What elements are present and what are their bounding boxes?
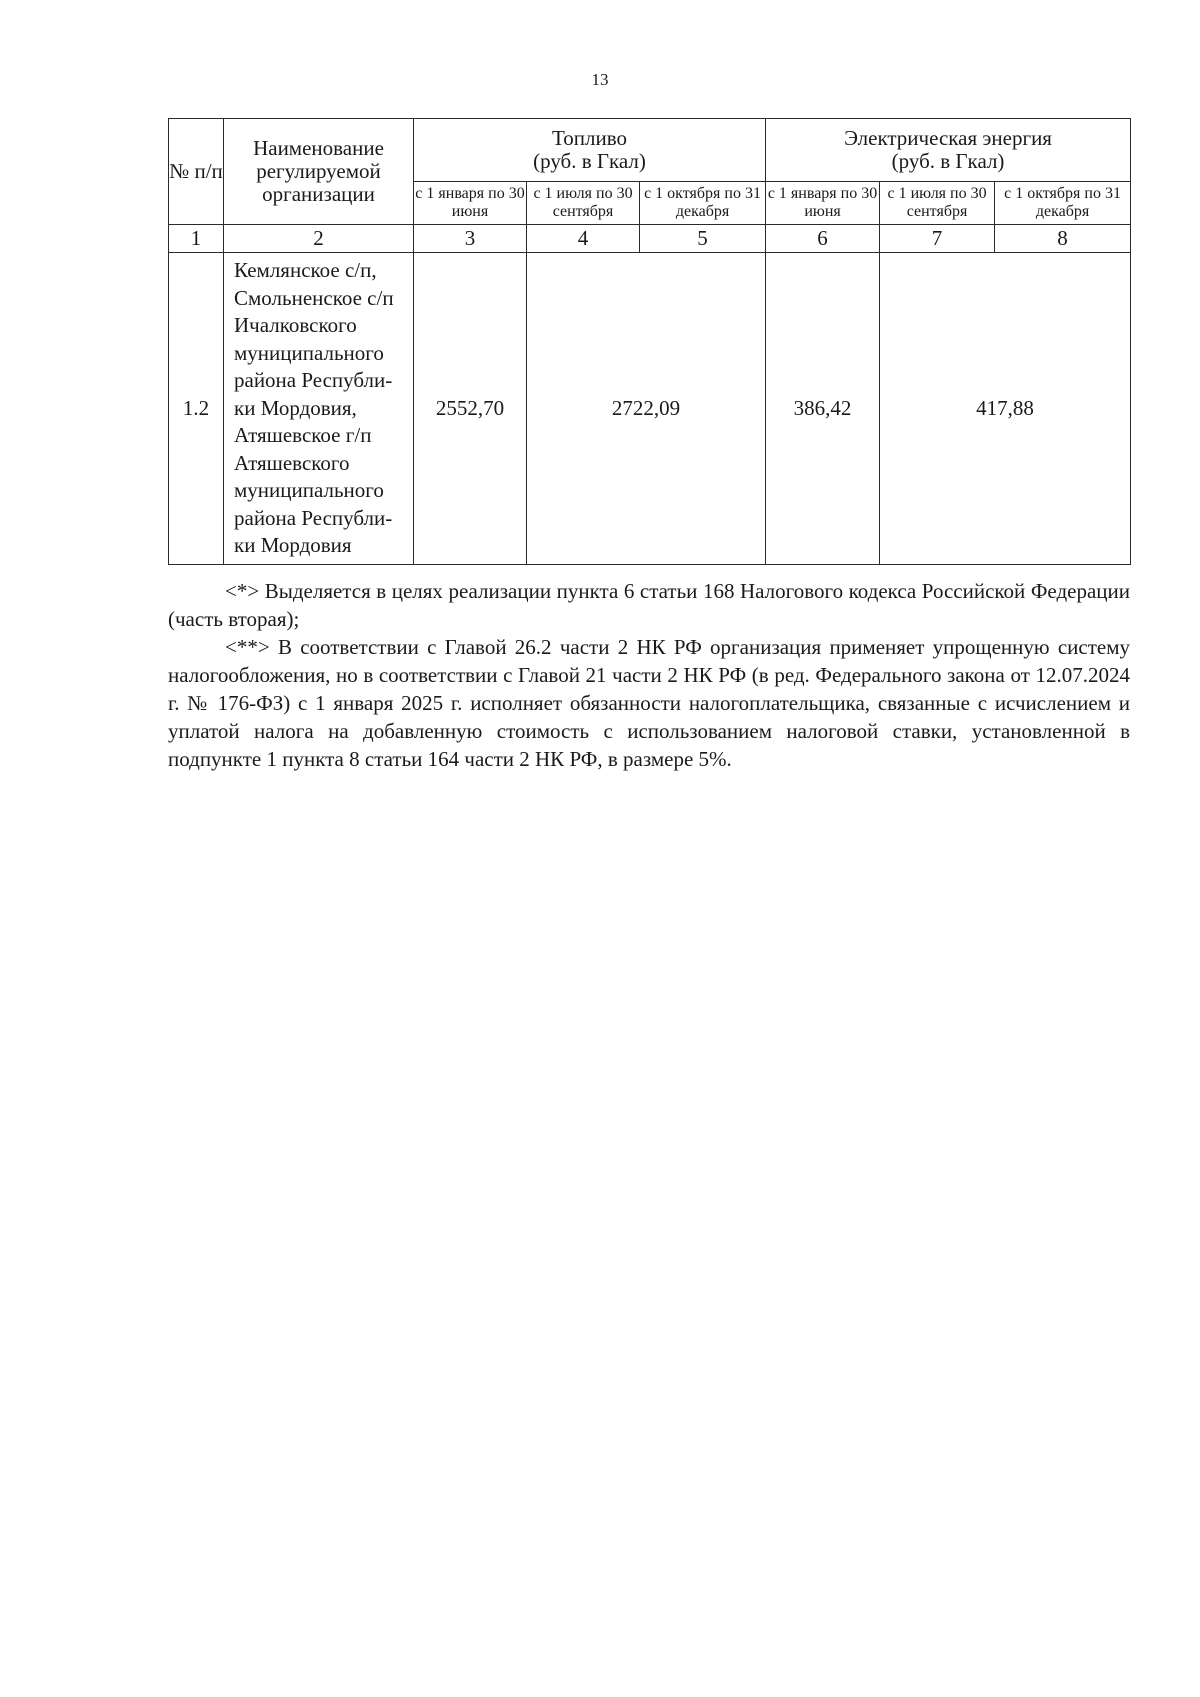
organization-name bbox=[224, 253, 414, 565]
column-number: 8 bbox=[995, 225, 1131, 253]
header-organization-name: Наименование регулируемой организации bbox=[224, 119, 414, 225]
column-number: 7 bbox=[880, 225, 995, 253]
org-name-line: Смольненское с/п bbox=[234, 285, 394, 310]
row-number: 1.2 bbox=[169, 253, 224, 565]
org-name-line: ки Мордовия, bbox=[234, 395, 357, 420]
header-period-elec-jan-jun: с 1 января по 30 июня bbox=[766, 182, 880, 225]
column-number: 6 bbox=[766, 225, 880, 253]
header-fuel-unit: (руб. в Гкал) bbox=[533, 149, 646, 173]
column-number: 2 bbox=[224, 225, 414, 253]
header-electric-unit: (руб. в Гкал) bbox=[891, 149, 1005, 173]
column-number: 1 bbox=[169, 225, 224, 253]
org-name-line: Кемлянское с/п, bbox=[234, 258, 377, 283]
column-number: 4 bbox=[527, 225, 640, 253]
org-name-line: ки Мордовия bbox=[234, 533, 352, 558]
header-electric-group bbox=[766, 119, 1131, 182]
header-period-fuel-jul-sep: с 1 июля по 30 сентября bbox=[527, 182, 640, 225]
column-number: 5 bbox=[640, 225, 766, 253]
elec-jul-dec-value: 417,88 bbox=[880, 253, 1131, 565]
header-period-elec-jul-sep: с 1 июля по 30 сентября bbox=[880, 182, 995, 225]
header-period-elec-oct-dec: с 1 октября по 31 декабря bbox=[995, 182, 1131, 225]
tariff-table bbox=[168, 118, 1131, 565]
column-number: 3 bbox=[414, 225, 527, 253]
org-name-line: района Республи- bbox=[234, 505, 393, 530]
org-name-line: Ичалковского bbox=[234, 313, 357, 338]
header-fuel-title: Топливо bbox=[552, 125, 627, 150]
org-name-line: муниципального bbox=[234, 478, 384, 503]
footnote-double-asterisk: <**> В соответствии с Главой 26.2 части 2 НК РФ организация применяет упрощенную систему налогообложения, но в соответствии с Главой 21 части 2 НК РФ (в ред. Федерального закона от 12.07.2024 г. № 176-ФЗ) с 1 января 2025 г. исполняет обязанности налогоплательщика, связанные с исчислением и уплатой налога на добавленную стоимость с использованием налоговой ставки, установленной в подпункте 1 пункта 8 статьи 164 части 2 НК РФ, в размере 5%. bbox=[168, 635, 1130, 771]
header-electric-title: Электрическая энергия bbox=[844, 125, 1052, 150]
footnotes bbox=[168, 577, 1130, 773]
fuel-jan-jun-value: 2552,70 bbox=[414, 253, 527, 565]
header-row-number: № п/п bbox=[169, 119, 224, 225]
fuel-jul-dec-value: 2722,09 bbox=[527, 253, 766, 565]
org-name-line: района Республи- bbox=[234, 368, 393, 393]
header-period-fuel-oct-dec: с 1 октября по 31 декабря bbox=[640, 182, 766, 225]
org-name-line: Атяшевского bbox=[234, 450, 350, 475]
page-number: 13 bbox=[591, 70, 609, 89]
org-name-line: муниципального bbox=[234, 340, 384, 365]
footnote-single-asterisk: <*> Выделяется в целях реализации пункта 6 статьи 168 Налогового кодекса Российской Федерации (часть вторая); bbox=[168, 579, 1130, 631]
header-period-fuel-jan-jun: с 1 января по 30 июня bbox=[414, 182, 527, 225]
org-name-line: Атяшевское г/п bbox=[234, 423, 372, 448]
header-fuel-group bbox=[414, 119, 766, 182]
elec-jan-jun-value: 386,42 bbox=[766, 253, 880, 565]
